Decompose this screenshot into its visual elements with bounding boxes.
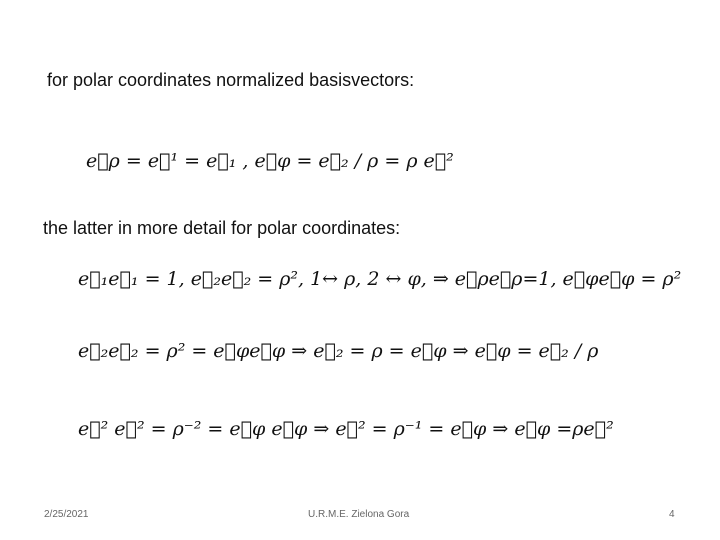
equation-row-detail-1: e⃗₁e⃗₁ = 1, e⃗₂e⃗₂ = ρ², 1↔ ρ, 2 ↔ φ, ⇒ e⃗ρe⃗ρ=1, e⃗φe⃗φ = ρ²: [78, 268, 682, 290]
equation-basis-vectors: e⃗ρ = e⃗¹ = e⃗₁ , e⃗φ = e⃗₂ / ρ = ρ e⃗²: [86, 150, 454, 172]
footer-page-number: 4: [669, 509, 675, 520]
slide-subheading: the latter in more detail for polar coordinates:: [43, 218, 401, 238]
equation-row-detail-2: e⃗₂e⃗₂ = ρ² = e⃗φe⃗φ ⇒ e⃗₂ = ρ = e⃗φ ⇒ e⃗φ = e⃗₂ / ρ: [78, 340, 599, 362]
slide-heading: for polar coordinates normalized basisvectors:: [47, 70, 415, 90]
footer-date: 2/25/2021: [44, 509, 89, 520]
footer-author: U.R.M.E. Zielona Gora: [308, 509, 410, 520]
equation-row-detail-3: e⃗² e⃗² = ρ⁻² = e⃗φ e⃗φ ⇒ e⃗² = ρ⁻¹ = e⃗φ ⇒ e⃗φ =ρe⃗²: [78, 418, 614, 440]
